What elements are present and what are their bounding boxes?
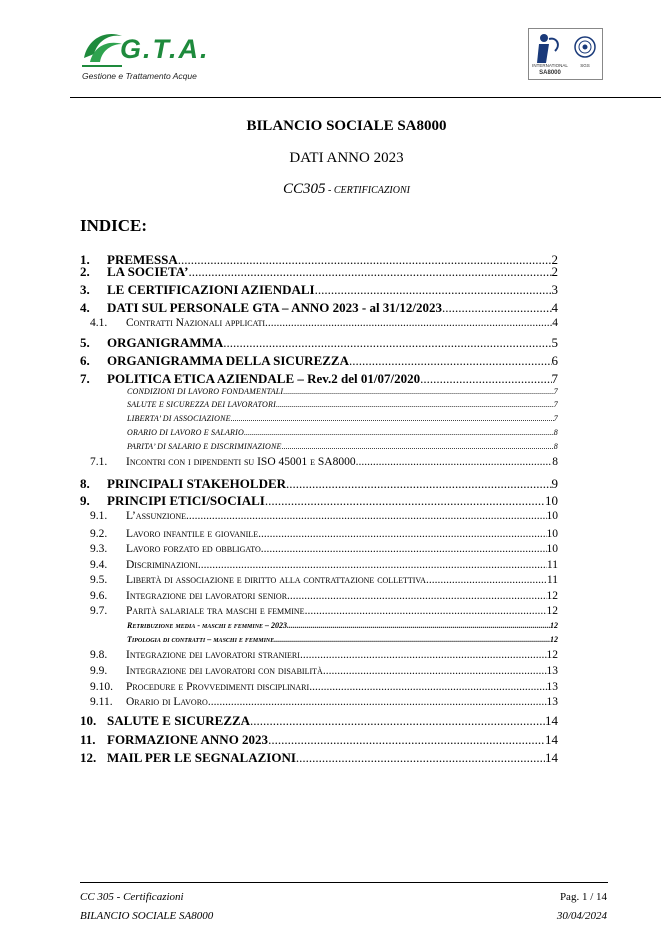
toc-dot-leader: [189, 264, 552, 280]
toc-dot-leader: [300, 649, 547, 661]
toc-entry[interactable]: [90, 456, 558, 468]
toc-entry[interactable]: [80, 493, 558, 509]
index-heading: INDICE:: [80, 216, 148, 235]
toc-entry-page: 12: [546, 649, 558, 661]
toc-entry-title: LIBERTA’ DI ASSOCIAZIONE: [127, 414, 231, 423]
toc-entry-title: Libertà di associazione e diritto alla contrattazione collettiva: [126, 574, 426, 586]
toc-entry-title: LA SOCIETA’: [107, 264, 189, 279]
toc-entry-title: Integrazione dei lavoratori con disabilità: [126, 665, 323, 677]
toc-entry-number: 11.: [80, 732, 96, 747]
toc-dot-leader: [276, 400, 554, 409]
toc-entry-page: 14: [545, 750, 558, 765]
toc-dot-leader: [186, 510, 546, 522]
toc-entry[interactable]: [80, 300, 558, 316]
toc-dot-leader: [258, 528, 546, 540]
certification-badge: [528, 28, 603, 80]
toc-entry[interactable]: [80, 476, 558, 492]
toc-entry-title: Parità salariale tra maschi e femmine: [126, 605, 305, 617]
toc-entry[interactable]: [80, 732, 558, 748]
toc-dot-leader: [223, 335, 551, 351]
toc-entry[interactable]: [80, 371, 558, 387]
toc-dot-leader: [426, 574, 547, 586]
toc-entry-title: Orario di Lavoro: [126, 696, 208, 708]
toc-entry[interactable]: [80, 353, 558, 369]
toc-entry-title: MAIL PER LE SEGNALAZIONI: [107, 750, 296, 765]
toc-dot-leader: [356, 456, 553, 468]
toc-entry-number: 9.10.: [90, 681, 113, 693]
wave-logo-icon: [80, 28, 124, 68]
toc-dot-leader: [305, 605, 547, 617]
toc-entry-number: 1.: [80, 252, 90, 267]
toc-entry-title: SALUTE E SICUREZZA DEI LAVORATORI: [127, 400, 276, 409]
toc-entry-title: POLITICA ETICA AZIENDALE – Rev.2 del 01/07/2020: [107, 371, 421, 386]
page-number: Pag. 1 / 14: [559, 891, 607, 903]
toc-entry-title: PREMESSA: [107, 252, 178, 267]
toc-entry-title: Incontri con i dipendenti su ISO 45001 e SA8000: [126, 456, 356, 468]
toc-entry-title: Contratti Nazionali applicati: [126, 317, 266, 329]
document-code: [0, 181, 669, 198]
toc-entry-title: ORARIO DI LAVORO E SALARIO: [127, 428, 244, 437]
toc-entry[interactable]: [127, 428, 558, 437]
toc-entry-page: 11: [546, 559, 558, 571]
toc-entry-title: Procedure e Provvedimenti disciplinari: [126, 681, 310, 693]
toc-entry-number: 10.: [80, 713, 97, 728]
toc-entry-number: 4.: [80, 300, 90, 315]
toc-entry-page: 12: [550, 635, 558, 644]
toc-entry[interactable]: [90, 590, 558, 602]
toc-entry[interactable]: [127, 442, 558, 451]
toc-entry-page: 12: [550, 621, 558, 630]
toc-entry[interactable]: [90, 528, 558, 540]
document-code-number: CC305: [283, 181, 326, 197]
toc-entry-page: 7: [553, 387, 558, 396]
toc-entry-number: 9.5.: [90, 574, 108, 586]
badge-org: INTERNATIONAL: [532, 63, 568, 68]
toc-dot-leader: [309, 681, 546, 693]
toc-entry-number: 9.8.: [90, 649, 108, 661]
document-title: BILANCIO SOCIALE SA8000: [246, 118, 447, 134]
toc-dot-leader: [231, 414, 554, 423]
toc-entry[interactable]: [90, 510, 558, 522]
toc-entry-page: 4: [552, 317, 558, 329]
toc-entry-title: CONDIZIONI DI LAVORO FONDAMENTALI: [127, 387, 284, 396]
toc-dot-leader: [286, 476, 551, 492]
toc-dot-leader: [296, 750, 545, 766]
logo-name: G.T.A.: [120, 34, 210, 64]
toc-entry-number: 9.9.: [90, 665, 108, 677]
toc-entry-number: 6.: [80, 353, 90, 368]
toc-dot-leader: [315, 282, 552, 298]
toc-entry-number: 7.: [80, 371, 90, 386]
toc-entry-page: 9: [551, 476, 558, 491]
toc-dot-leader: [208, 696, 547, 708]
toc-entry-page: 12: [546, 605, 558, 617]
toc-entry-page: 13: [546, 665, 558, 677]
toc-entry-title: Lavoro forzato ed obbligato: [126, 543, 261, 555]
toc-dot-leader: [287, 621, 550, 630]
toc-entry-title: LE CERTIFICAZIONI AZIENDALI: [107, 282, 315, 297]
footer-divider: [80, 882, 608, 883]
toc-entry[interactable]: [90, 574, 558, 586]
toc-entry-number: 4.1.: [90, 317, 108, 329]
toc-entry-page: 7: [553, 414, 558, 423]
toc-dot-leader: [323, 665, 547, 677]
toc-entry-page: 8: [553, 428, 558, 437]
toc-entry-page: 2: [551, 252, 558, 267]
sgs-seal-icon: [573, 35, 597, 59]
toc-entry[interactable]: [127, 400, 558, 409]
header-divider: [70, 97, 661, 98]
toc-entry[interactable]: [127, 621, 558, 630]
toc-dot-leader: [198, 559, 547, 571]
badge-standard: SA8000: [539, 70, 561, 76]
toc-entry-page: 2: [551, 264, 558, 279]
toc-entry-page: 7: [553, 400, 558, 409]
toc-dot-leader: [349, 353, 552, 369]
toc-dot-leader: [274, 635, 550, 644]
toc-entry[interactable]: [90, 543, 558, 555]
toc-dot-leader: [265, 317, 552, 329]
toc-entry[interactable]: [80, 713, 558, 729]
company-logo: [80, 28, 215, 86]
toc-entry[interactable]: [90, 605, 558, 617]
toc-entry-title: Integrazione dei lavoratori stranieri: [126, 649, 300, 661]
toc-entry-number: 9.11.: [90, 696, 113, 708]
toc-dot-leader: [287, 590, 546, 602]
toc-entry-title: L’assunzione: [126, 510, 187, 522]
toc-entry[interactable]: [127, 635, 558, 644]
toc-entry[interactable]: [80, 335, 558, 351]
toc-entry-page: 6: [551, 353, 558, 368]
toc-entry[interactable]: [90, 696, 558, 708]
badge-mark: SGS: [580, 63, 590, 68]
toc-entry-page: 10: [546, 528, 558, 540]
toc-entry-title: PARITA’ DI SALARIO E DISCRIMINAZIONE: [127, 442, 282, 451]
document-subtitle: DATI ANNO 2023: [289, 150, 404, 166]
toc-dot-leader: [261, 543, 547, 555]
toc-entry-page: 12: [546, 590, 558, 602]
toc-entry-title: SALUTE E SICUREZZA: [107, 713, 251, 728]
toc-entry-number: 12.: [80, 750, 97, 765]
toc-entry[interactable]: [90, 317, 558, 329]
toc-entry-page: 3: [551, 282, 558, 297]
toc-entry-title: PRINCIPI ETICI/SOCIALI: [107, 493, 265, 508]
logo-tagline: Gestione e Trattamento Acque: [82, 71, 197, 81]
toc-entry-title: Tipologia di contratti – maschi e femmine: [127, 635, 275, 644]
toc-entry-page: 10: [545, 493, 558, 508]
toc-entry-number: 9.7.: [90, 605, 108, 617]
toc-entry-title: DATI SUL PERSONALE GTA – ANNO 2023 - al 31/12/2023: [107, 300, 443, 315]
toc-entry-page: 11: [546, 574, 558, 586]
toc-entry-number: 9.4.: [90, 559, 108, 571]
toc-entry-page: 4: [551, 300, 558, 315]
toc-entry-number: 8.: [80, 476, 90, 491]
toc-entry-page: 13: [546, 681, 558, 693]
toc-entry-number: 9.1.: [90, 510, 108, 522]
toc-dot-leader: [265, 493, 545, 509]
toc-dot-leader: [282, 442, 554, 451]
toc-entry-number: 9.: [80, 493, 90, 508]
toc-entry-number: 9.6.: [90, 590, 108, 602]
toc-entry[interactable]: [90, 681, 558, 693]
toc-dot-leader: [442, 300, 551, 316]
toc-entry-page: 8: [552, 456, 558, 468]
toc-entry-page: 5: [551, 335, 558, 350]
toc-dot-leader: [250, 713, 545, 729]
toc-entry-number: 3.: [80, 282, 90, 297]
toc-dot-leader: [268, 732, 545, 748]
document-code-suffix: - CERTIFICAZIONI: [325, 185, 410, 196]
footer-code: CC 305 - Certificazioni: [80, 891, 184, 903]
toc-dot-leader: [244, 428, 554, 437]
toc-entry-page: 10: [546, 543, 558, 555]
toc-entry[interactable]: [80, 750, 558, 766]
toc-entry[interactable]: [127, 414, 558, 423]
toc-entry-page: 13: [546, 696, 558, 708]
toc-entry-page: 14: [545, 732, 558, 747]
toc-entry[interactable]: [90, 665, 558, 677]
footer-title: BILANCIO SOCIALE SA8000: [80, 910, 214, 922]
toc-entry-title: ORGANIGRAMMA: [107, 335, 224, 350]
toc-entry[interactable]: [80, 264, 558, 280]
toc-entry-title: Integrazione dei lavoratori senior: [126, 590, 288, 602]
toc-entry-number: 9.2.: [90, 528, 108, 540]
toc-entry-title: Discriminazioni: [126, 559, 198, 571]
toc-entry-page: 10: [546, 510, 558, 522]
toc-entry-number: 5.: [80, 335, 90, 350]
toc-entry-title: Lavoro infantile e giovanile: [126, 528, 259, 540]
toc-entry-number: 9.3.: [90, 543, 108, 555]
toc-entry[interactable]: [127, 387, 558, 396]
toc-entry-page: 8: [553, 442, 558, 451]
toc-dot-leader: [420, 371, 551, 387]
toc-entry-number: 2.: [80, 264, 90, 279]
toc-entry-page: 14: [545, 713, 558, 728]
toc-entry-title: FORMAZIONE ANNO 2023: [107, 732, 269, 747]
toc-entry[interactable]: [90, 649, 558, 661]
toc-dot-leader: [283, 387, 554, 396]
toc-entry-title: Retribuzione media - maschi e femmine – 2023: [127, 621, 288, 630]
toc-entry-number: 7.1.: [90, 456, 108, 468]
toc-entry[interactable]: [90, 559, 558, 571]
certification-i-icon: [535, 33, 563, 65]
footer-date: 30/04/2024: [556, 910, 607, 922]
toc-entry-title: PRINCIPALI STAKEHOLDER: [107, 476, 287, 491]
toc-entry-page: 7: [551, 371, 558, 386]
toc-entry[interactable]: [80, 282, 558, 298]
toc-entry-title: ORGANIGRAMMA DELLA SICUREZZA: [107, 353, 349, 368]
